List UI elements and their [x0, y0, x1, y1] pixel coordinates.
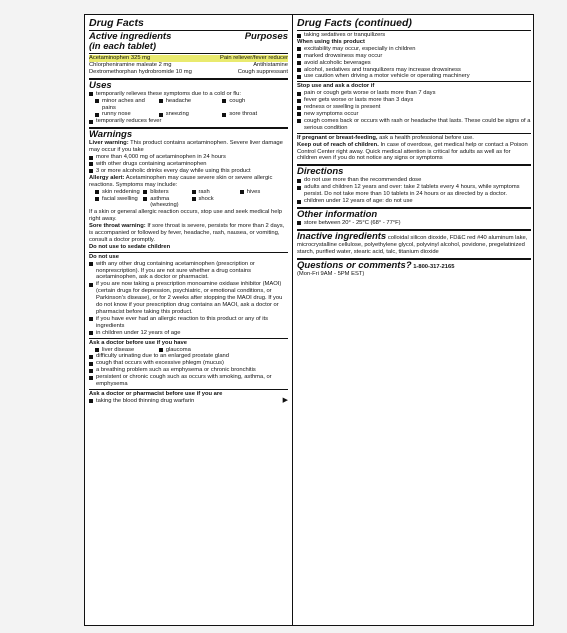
bullet-icon: [143, 190, 147, 194]
when-using-item: [297, 46, 531, 53]
when-using-item-text: excitability may occur, especially in children: [304, 45, 416, 52]
bullet-icon: [89, 369, 93, 373]
bullet-icon: [95, 197, 99, 201]
symptom-text: runny nose: [102, 111, 131, 118]
bullet-icon: [159, 113, 163, 117]
ingredients-list: [89, 55, 288, 76]
bullet-icon: [297, 221, 301, 225]
ingredient-purpose: Pain reliever/fever reducer: [220, 55, 288, 61]
do-not-use-item: [89, 281, 288, 316]
bullet-icon: [89, 262, 93, 266]
when-using-item-text: marked drowsiness may occur: [304, 52, 383, 59]
when-using-item-text: avoid alcoholic beverages: [304, 59, 371, 66]
bullet-icon: [89, 169, 93, 173]
ingredient-purpose: Antihistamine: [253, 61, 288, 68]
ingredient-name: Dextromethorphan hydrobromide 10 mg: [89, 68, 192, 75]
bullet-icon: [297, 112, 301, 116]
other-info-list: [297, 220, 531, 227]
keep-out-warning: Keep out of reach of children. In case of overdose, get medical help or contact a Poison Control Center right away. Quick medical attention is critical for adults as well as for children even if you do not notice any signs or symptoms: [297, 141, 528, 162]
bullet-icon: [297, 68, 301, 72]
ask-doctor-item: [89, 367, 288, 374]
ask-doctor-item-text: a breathing problem such as emphysema or chronic bronchitis: [96, 367, 256, 374]
bullet-icon: [297, 106, 301, 110]
symptom: [95, 98, 159, 112]
allergy-symptoms: [89, 189, 288, 210]
bullet-icon: [89, 399, 93, 403]
stop-use-item-text: cough comes back or occurs with rash or headache that lasts. These could be signs of a serious condition: [304, 117, 531, 131]
ask-pharmacist-item-text: taking the blood thinning drug warfarin: [96, 397, 195, 404]
ingredient-name: Chlorpheniramine maleate 2 mg: [89, 61, 172, 68]
when-using-item: [297, 73, 531, 80]
ask-doctor-condition-text: liver disease: [102, 346, 135, 353]
warnings-header: Warnings: [89, 129, 133, 141]
liver-item: [89, 161, 288, 168]
allergy-alert: Allergy alert: Acetaminophen may cause severe skin or severe allergic reactions. Symptoms may include:: [89, 174, 273, 188]
liver-item: [89, 168, 288, 175]
direction-item: [297, 198, 531, 205]
bullet-icon: [297, 186, 301, 190]
ask-pharmacist-header: Ask a doctor or pharmacist before use if you are: [89, 390, 223, 397]
directions-header: Directions: [297, 166, 344, 178]
top-items: [297, 32, 531, 39]
do-not-use-item: [89, 261, 288, 282]
stop-use-item: [297, 118, 531, 132]
other-info-item: [297, 220, 531, 227]
bullet-icon: [95, 113, 99, 117]
do-not-use-item-text: with any other drug containing acetaminophen (prescription or nonprescription). If you are not sure whether a drug contains acetaminophen, ask a doctor or pharmacist.: [96, 260, 255, 281]
other-info-header: Other information: [297, 208, 378, 220]
do-not-use-item-text: if you are now taking a prescription monoamine oxidase inhibitor (MAOI) (certain drugs for depression, psychiatric, or emotional conditions, or Parkinson's disease), or for 2 weeks after stopping the MAOI drug. If you do not know if your prescription drug contains an MAOI, ask a doctor or pharmacist before taking this product.: [96, 281, 283, 315]
uses-header: Uses: [89, 79, 112, 91]
bullet-icon: [297, 34, 301, 38]
bullet-icon: [297, 119, 301, 123]
direction-item: [297, 177, 531, 184]
bullet-icon: [89, 156, 93, 160]
symptom: [95, 111, 159, 118]
do-not-use-item-text: in children under 12 years of age: [96, 329, 181, 336]
allergy-symptom: [95, 189, 143, 196]
stop-use-item: [297, 111, 531, 118]
do-not-use-list: [89, 261, 288, 337]
bullet-icon: [297, 54, 301, 58]
top-item: [297, 32, 531, 39]
allergy-symptom: [192, 189, 240, 196]
ask-doctor-item: [89, 353, 288, 360]
allergy-after: If a skin or general allergic reaction occurs, stop use and seek medical help right away.: [89, 209, 283, 223]
ask-doctor-item: [89, 374, 288, 388]
bullet-icon: [95, 348, 99, 352]
direction-item-text: adults and children 12 years and over: take 2 tablets every 4 hours, while symptoms persist. Do not take more than 10 tablets in 24 hours or as directed by a doctor.: [304, 184, 520, 198]
drug-facts-continued-title: Drug Facts (continued): [297, 17, 412, 29]
symptom: [159, 111, 223, 118]
bullet-icon: [143, 197, 147, 201]
bullet-icon: [192, 197, 196, 201]
bullet-icon: [297, 200, 301, 204]
ask-doctor-condition-text: glaucoma: [165, 346, 191, 353]
liver-warning: Liver warning: This product contains acetaminophen. Severe liver damage may occur if you take: [89, 140, 283, 154]
sedate-warning: Do not use to sedate children: [89, 243, 171, 250]
stop-use-item-text: redness or swelling is present: [304, 104, 381, 111]
liver-item: [89, 154, 288, 161]
bullet-icon: [89, 283, 93, 287]
bullet-icon: [222, 113, 226, 117]
symptom-text: headache: [165, 97, 192, 104]
stop-use-item: [297, 97, 531, 104]
do-not-use-item: [89, 316, 288, 330]
questions-block: Questions or comments? 1-800-317-2165: [297, 259, 455, 271]
liver-item-text: 3 or more alcoholic drinks every day while using this product: [96, 167, 251, 174]
ask-doctor-row: [89, 347, 288, 354]
allergy-symptom-text: skin reddening: [102, 188, 140, 195]
when-using-item-text: use caution when driving a motor vehicle or operating machinery: [304, 73, 470, 80]
bullet-icon: [297, 92, 301, 96]
allergy-symptom-text: shock: [198, 195, 214, 202]
bullet-icon: [95, 99, 99, 103]
when-using-item: [297, 60, 531, 67]
bullet-icon: [222, 99, 226, 103]
active-ingredients-sub: (in each tablet): [89, 41, 157, 52]
top-item-text: taking sedatives or tranquilizers: [304, 32, 386, 38]
allergy-symptom-text: rash: [198, 188, 210, 195]
bullet-icon: [89, 362, 93, 366]
left-column: [85, 15, 293, 625]
other-info-item-text: store between 20° - 25°C (68° - 77°F): [304, 219, 401, 226]
continue-arrow-icon: ▶: [282, 396, 288, 404]
directions-list: [297, 177, 531, 205]
active-ingredients-header: Active ingredients: [89, 31, 172, 42]
symptom: [159, 98, 223, 112]
allergy-symptom: [143, 189, 191, 196]
stop-use-item-text: pain or cough gets worse or lasts more than 7 days: [304, 90, 436, 97]
bullet-icon: [297, 61, 301, 65]
bullet-icon: [89, 376, 93, 380]
ask-doctor-item-text: cough that occurs with excessive phlegm (mucus): [96, 360, 224, 367]
drug-facts-panel: [84, 14, 534, 626]
allergy-symptom-text: hives: [246, 188, 261, 195]
symptom-text: minor aches and pains: [102, 97, 145, 111]
when-using-item: [297, 53, 531, 60]
symptom-text: sore throat: [229, 111, 258, 118]
uses-intro: temporarily relieves these symptoms due to a cold or flu:: [89, 91, 288, 98]
direction-item-text: children under 12 years of age: do not use: [304, 198, 413, 205]
stop-use-item-text: new symptoms occur: [304, 110, 359, 117]
do-not-use-item: [89, 330, 288, 337]
symptom: [222, 111, 286, 118]
ingredient-row: [89, 62, 288, 69]
bullet-icon: [240, 190, 244, 194]
bullet-icon: [159, 99, 163, 103]
ask-doctor-header: Ask a doctor before use if you have: [89, 339, 187, 346]
bullet-icon: [297, 179, 301, 183]
bullet-icon: [192, 190, 196, 194]
liver-item-text: more than 4,000 mg of acetaminophen in 24 hours: [96, 154, 226, 161]
liver-item-text: with other drugs containing acetaminophen: [96, 160, 207, 167]
uses-fever: temporarily reduces fever: [89, 118, 288, 125]
when-using-item-text: alcohol, sedatives and tranquilizers may increase drowsiness: [304, 66, 461, 73]
ask-doctor-item: [89, 360, 288, 367]
bullet-icon: [297, 75, 301, 79]
ask-pharmacist-item: [89, 398, 288, 405]
when-using-header: When using this product: [297, 38, 365, 45]
when-using-list: [297, 46, 531, 81]
allergy-symptom-text: blisters: [150, 188, 169, 195]
ask-doctor-item-text: persistent or chronic cough such as occurs with smoking, asthma, or emphysema: [96, 374, 272, 388]
hours: (Mon-Fri 9AM - 5PM EST): [297, 270, 365, 277]
do-not-use-header: Do not use: [89, 253, 119, 260]
ask-doctor-item-text: difficulty urinating due to an enlarged prostate gland: [96, 353, 229, 360]
when-using-item: [297, 67, 531, 74]
allergy-symptom: [95, 196, 143, 210]
pregnancy-warning: If pregnant or breast-feeding, ask a health professional before use.: [297, 134, 474, 141]
direction-item: [297, 184, 531, 198]
bullet-icon: [159, 348, 163, 352]
bullet-icon: [89, 331, 93, 335]
allergy-symptom: [143, 196, 191, 210]
bullet-icon: [297, 47, 301, 51]
ask-doctor-condition: [159, 347, 223, 354]
ask-doctor-list: [89, 353, 288, 388]
liver-items: [89, 154, 288, 175]
drug-facts-title: Drug Facts: [89, 17, 144, 29]
bullet-icon: [89, 355, 93, 359]
bullet-icon: [95, 190, 99, 194]
symptom-text: cough: [229, 97, 246, 104]
do-not-use-item-text: if you have ever had an allergic reaction to this product or any of its ingredients: [96, 315, 269, 329]
allergy-symptom-text: facial swelling: [102, 195, 138, 202]
ask-doctor-condition: [95, 347, 159, 354]
bullet-icon: [89, 317, 93, 321]
stop-use-item-text: fever gets worse or lasts more than 3 days: [304, 97, 414, 104]
stop-use-item: [297, 104, 531, 111]
bullet-icon: [89, 162, 93, 166]
allergy-symptom: [240, 189, 288, 196]
right-column: [293, 15, 535, 280]
symptom: [222, 98, 286, 112]
inactive-ingredients: Inactive ingredients colloidal silicon dioxide, FD&C red #40 aluminum lake, microcrystalline cellulose, polyethylene glycol, polyvinyl alcohol, povidone, pregelatinized starch, purified water, stearic acid, talc, titanium dioxide: [297, 230, 528, 255]
ingredient-row: [89, 69, 288, 76]
purposes-header: Purposes: [244, 31, 288, 42]
stop-use-header: Stop use and ask a doctor if: [297, 83, 375, 90]
ingredient-row: [89, 55, 288, 62]
ingredient-name: Acetaminophen 325 mg: [89, 55, 151, 61]
allergy-symptom: [192, 196, 240, 210]
ingredient-purpose: Cough suppressant: [237, 68, 288, 75]
symptom-text: sneezing: [165, 111, 189, 118]
bullet-icon: [297, 99, 301, 103]
direction-item-text: do not use more than the recommended dose: [304, 177, 422, 184]
stop-use-list: [297, 90, 531, 131]
allergy-symptom-text: asthma (wheezing): [150, 195, 179, 209]
sore-throat-warning: Sore throat warning: If sore throat is severe, persists for more than 2 days, is accompanied or followed by fever, headache, rash, nausea, or vomiting, consult a doctor promptly.: [89, 223, 285, 243]
stop-use-item: [297, 90, 531, 97]
ask-pharmacist-item: [89, 398, 283, 405]
uses-symptoms: [89, 98, 288, 119]
